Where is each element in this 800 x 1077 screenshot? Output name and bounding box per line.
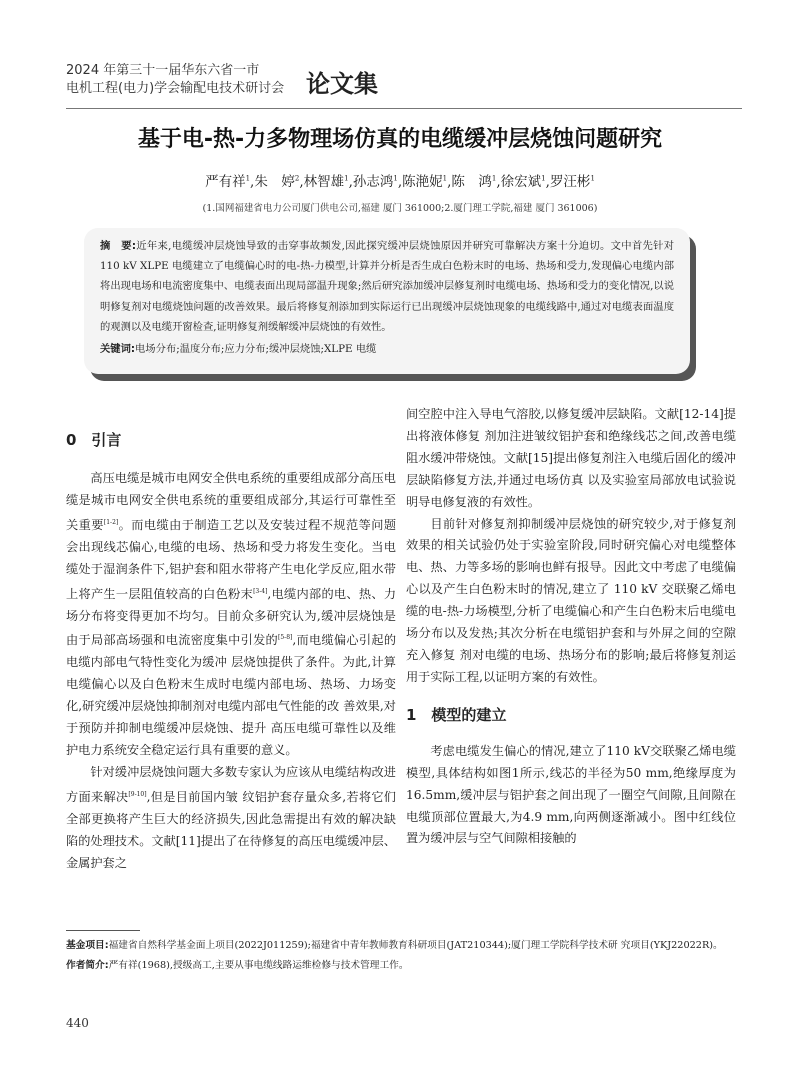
paper-title: 基于电-热-力多物理场仿真的电缆缓冲层烧蚀问题研究 [137, 127, 663, 152]
abstract [100, 236, 674, 337]
citation[interactable]: [1-2] [103, 518, 119, 526]
conference-name-line1: 2024 年第三十一届华东六省一市 [66, 63, 260, 78]
page-number: 440 [66, 1016, 89, 1030]
author: 陈 鸿$^1$, [451, 174, 501, 190]
keywords [100, 339, 674, 359]
abstract-label: 摘 要: [100, 240, 136, 252]
footnote-divider [66, 930, 140, 931]
footnotes [66, 936, 742, 976]
keywords-text: 电场分布;温度分布;应力分布;缓冲层烧蚀;XLPE 电缆 [135, 343, 377, 356]
abstract-text: 近年来,电缆缓冲层烧蚀导致的击穿事故频发,因此探究缓冲层烧蚀原因并研究可靠解决方案十分迫切。文中首先针对 110 kV XLPE 电缆建立了电缆偏心时的电-热-力模型,计算并分析是否生成白色粉末时的电场、热场和受力,发现偏心电缆内部将出现电场和电流密度集中、电缆表面出现局部温升现象;然后研究添加缓冲层修复剂时电缆电场、热场和受力的变化情况,以说明修复剂对电缆烧蚀问题的改善效果。最后将修复剂添加到实际运行已出现缓冲层烧蚀现象的电缆线路中,通过对电缆表面温度的观测以及电缆开窗检查,证明修复剂缓解缓冲层烧蚀的有效性。 [100, 240, 674, 333]
header-divider [66, 108, 742, 109]
paragraph: 考虑电缆发生偏心的情况,建立了110 kV交联聚乙烯电缆模型,具体结构如图1所示,线芯的半径为50 mm,绝缘厚度为16.5mm,缓冲层与铝护套之间出现了一圈空气间隙,且间隙在电缆顶部位置最大,为4.9 mm,向两侧逐渐减小。图中红线位置为缓冲层与空气间隙相接触的 [406, 743, 736, 846]
paragraph: 高压电缆是城市电网安全供电系统的重要组成部分高压电缆是城市电网安全供电系统的重要组成部分,其运行可靠性至关重要[1-2]。而电缆由于制造工艺以及安装过程不规范等问题会出现线芯偏心,电缆的电场、热场和受力将发生变化。当电缆处于湿润条件下,铝护套和阻水带将产生电化学反应,阻水带上将产生一层阻值较高的白色粉末[3-4],电缆内部的电、热、力场分布将变得更加不均匀。目前众多研究认为,缓冲层烧蚀是由于局部高场强和电流密度集中引发的[5-8],而电缆偏心引起的电缆内部电气特性变化为缓冲 层烧蚀提供了条件。为此,计算电缆偏心以及白色粉末生成时电缆内部电场、热场、力场变化,研究缓冲层烧蚀抑制剂对电缆内部电气性能的改 善效果,对于预防并抑制电缆缓冲层烧蚀、提升 高压电缆可靠性以及维护电力系统安全稳定运行具有重要的意义。 [66, 471, 397, 758]
author: 朱 婷$^2$, [254, 174, 304, 190]
author: 罗汪彬$^1$ [549, 174, 595, 190]
citation[interactable]: [9-10] [128, 790, 147, 798]
proceedings-label: 论文集 [306, 70, 378, 98]
abstract-box [84, 228, 690, 374]
section-heading-introduction: 0 引言 [66, 431, 122, 449]
author: 孙志鸿$^1$, [352, 174, 403, 190]
conference-header [66, 62, 746, 98]
author: 徐宏斌$^1$, [500, 174, 550, 190]
right-column [406, 404, 736, 850]
paragraph: 间空腔中注入导电气溶胶,以修复缓冲层缺陷。文献[12-14]提出将液体修复 剂加注进皱纹铝护套和绝缘线芯之间,改善电缆阻水缓冲带烧蚀。文献[15]提出修复剂注入电缆后固化的缓冲层缺陷修复方法,并通过电场仿真 以及实验室局部放电试验说明导电修复液的有效性。 [406, 407, 736, 509]
keywords-label: 关键词: [100, 343, 136, 356]
section-heading-model: 1 模型的建立 [406, 705, 507, 724]
left-column [66, 404, 396, 875]
author: 陈滟妮$^1$, [402, 174, 452, 190]
author: 林智雄$^1$, [303, 174, 353, 190]
affiliations: (1.国网福建省电力公司厦门供电公司,福建 厦门 361000;2.厦门理工学院,福建 厦门 361006) [202, 203, 598, 214]
conference-name-line2: 电机工程(电力)学会输配电技术研讨会 [66, 81, 285, 96]
paragraph: 针对缓冲层烧蚀问题大多数专家认为应该从电缆结构改进方面来解决[9-10],但是目前国内皱 纹铝护套存量众多,若将它们全部更换将产生巨大的经济损失,因此急需提出有效的解决缺陷的处理技术。文献[11]提出了在待修复的高压电缆缓冲层、金属护套之 [66, 764, 396, 870]
author: 严有祥$^1$, [205, 174, 255, 190]
author-list [60, 170, 740, 190]
author-bio: 作者简介:严有祥(1968),授级高工,主要从事电缆线路运维检修与技术管理工作。 [66, 960, 409, 971]
paragraph: 目前针对修复剂抑制缓冲层烧蚀的研究较少,对于修复剂效果的相关试验仍处于实验室阶段,同时研究偏心对电缆整体电、热、力等多场的影响也鲜有报导。因此文中考虑了电缆偏心以及产生白色粉末时的情况,建立了 110 kV 交联聚乙烯电缆的电-热-力场模型,分析了电缆偏心和产生白色粉末后电缆电场分布以及发热;其次分析在电缆铝护套和与外屏之间的空隙充入修复 剂对电缆的电场、热场分布的影响;最后将修复剂运用于实际工程,以证明方案的有效性。 [406, 516, 736, 684]
funding-note: 基金项目:福建省自然科学基金面上项目(2022J011259);福建省中青年教师教育科研项目(JAT210344);厦门理工学院科学技术研 究项目(YKJ22022R)。 [66, 940, 723, 951]
citation[interactable]: [3-4] [253, 587, 268, 595]
citation[interactable]: [5-8] [278, 634, 293, 642]
